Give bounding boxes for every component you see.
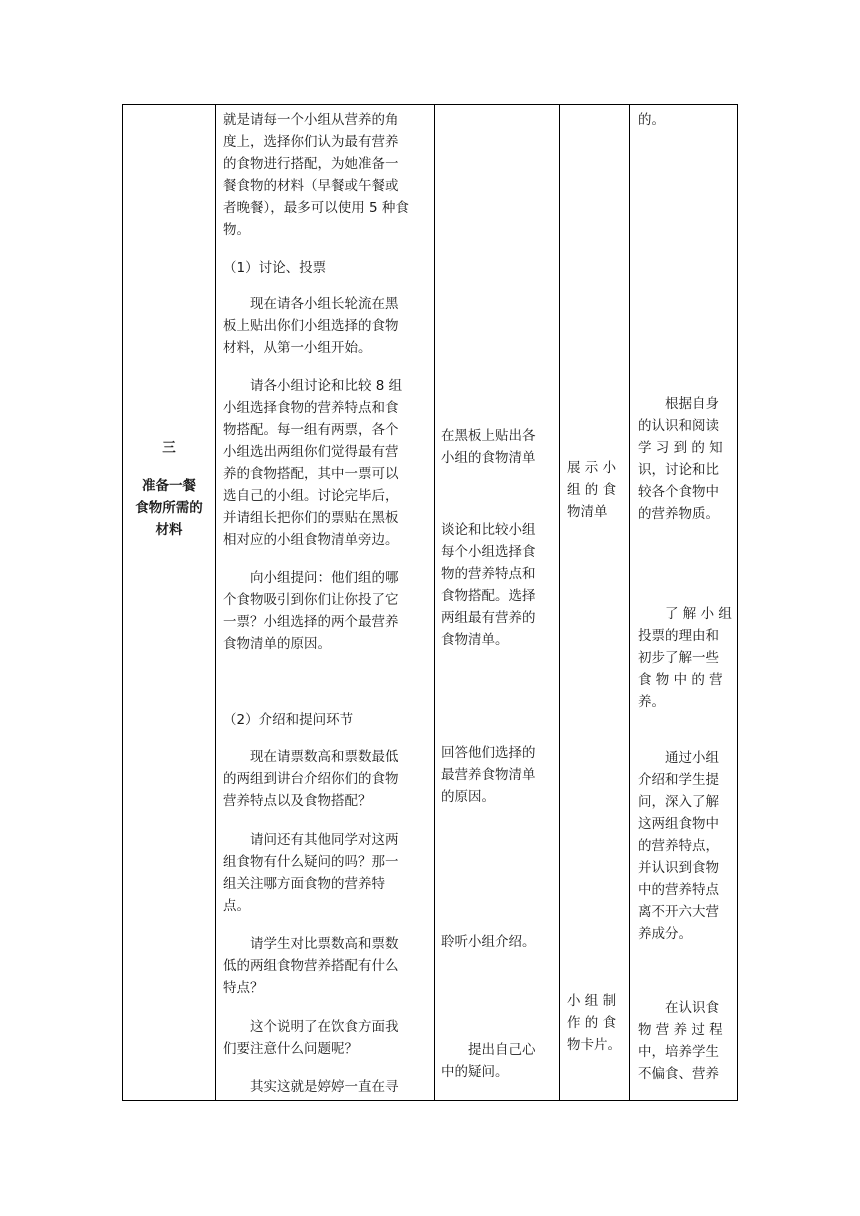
paragraph: 展 示 小 组 的 食 物清单 — [567, 460, 617, 520]
section-heading: （2）介绍和提问环节 — [223, 712, 354, 728]
stage-number: 三 — [162, 440, 176, 456]
paragraph: 回答他们选择的 最营养食物清单 的原因。 — [441, 745, 536, 805]
paragraph: 谈论和比较小组 每个小组选择食 物的营养特点和 食物搭配。选择 两组最有营养的 食物清单。 — [441, 522, 536, 648]
paragraph: 根据自身 的认识和阅读 学 习 到 的 知 识，讨论和比 较各个食物中 的营养物质。 — [638, 396, 723, 522]
paragraph: 通过小组 介绍和学生提 问，深入了解 这两组食物中 的营养特点， 并认识到食物 中的营养特点 离不开六大营 养成分。 — [638, 750, 719, 942]
media-cell — [560, 105, 629, 1100]
paragraph: 请学生对比票数高和票数 低的两组食物营养搭配有什么 特点？ — [223, 936, 399, 996]
lesson-plan-table — [122, 104, 738, 1101]
paragraph: 请各小组讨论和比较 8 组 小组选择食物的营养特点和食 物搭配。每一组有两票，各个 小组选出两组你们觉得最有营 养的食物搭配，其中一票可以 选自己的小组。讨论完毕后， 并请组长把你们的票贴在黑板 相对应的小组食物清单旁边。 — [223, 378, 403, 548]
paragraph: 请问还有其他同学对这两 组食物有什么疑问的吗？那一 组关注哪方面食物的营养特 点。 — [223, 832, 399, 914]
section-heading: （1）讨论、投票 — [223, 260, 327, 276]
paragraph: 现在请各小组长轮流在黑 板上贴出你们小组选择的食物 材料，从第一小组开始。 — [223, 296, 399, 356]
paragraph: 了 解 小 组 投票的理由和 初步了解一些 食 物 中 的 营 养。 — [638, 606, 732, 710]
paragraph: 小 组 制 作 的 食 物卡片。 — [567, 993, 621, 1053]
paragraph: 在黑板上贴出各 小组的食物清单 — [441, 428, 536, 466]
stage-cell — [123, 105, 215, 1100]
paragraph: 就是请每一个小组从营养的角 度上，选择你们认为最有营养 的食物进行搭配，为她准备一 餐食物的材料（早餐或午餐或 者晚餐），最多可以使用 5 种食 物。 — [223, 112, 409, 238]
paragraph: 现在请票数高和票数最低 的两组到讲台介绍你们的食物 营养特点以及食物搭配？ — [223, 749, 399, 809]
student-activity-cell — [435, 105, 559, 1100]
paragraph: 其实这就是婷婷一直在寻 — [250, 1079, 399, 1095]
paragraph: 聆听小组介绍。 — [441, 934, 536, 950]
paragraph: 向小组提问：他们组的哪 个食物吸引到你们让你投了它 一票？小组选择的两个最营养 食物清单的原因。 — [223, 570, 399, 652]
paragraph: 这个说明了在饮食方面我 们要注意什么问题呢？ — [223, 1019, 399, 1057]
stage-title: 准备一餐 食物所需的 材料 — [135, 478, 203, 538]
design-intent-cell — [630, 105, 738, 1100]
paragraph: 的。 — [638, 112, 665, 128]
paragraph: 在认识食 物 营 养 过 程 中，培养学生 不偏食、营养 — [638, 1000, 723, 1082]
paragraph: 提出自己心 中的疑问。 — [441, 1042, 536, 1080]
teacher-activity-cell — [216, 105, 434, 1100]
